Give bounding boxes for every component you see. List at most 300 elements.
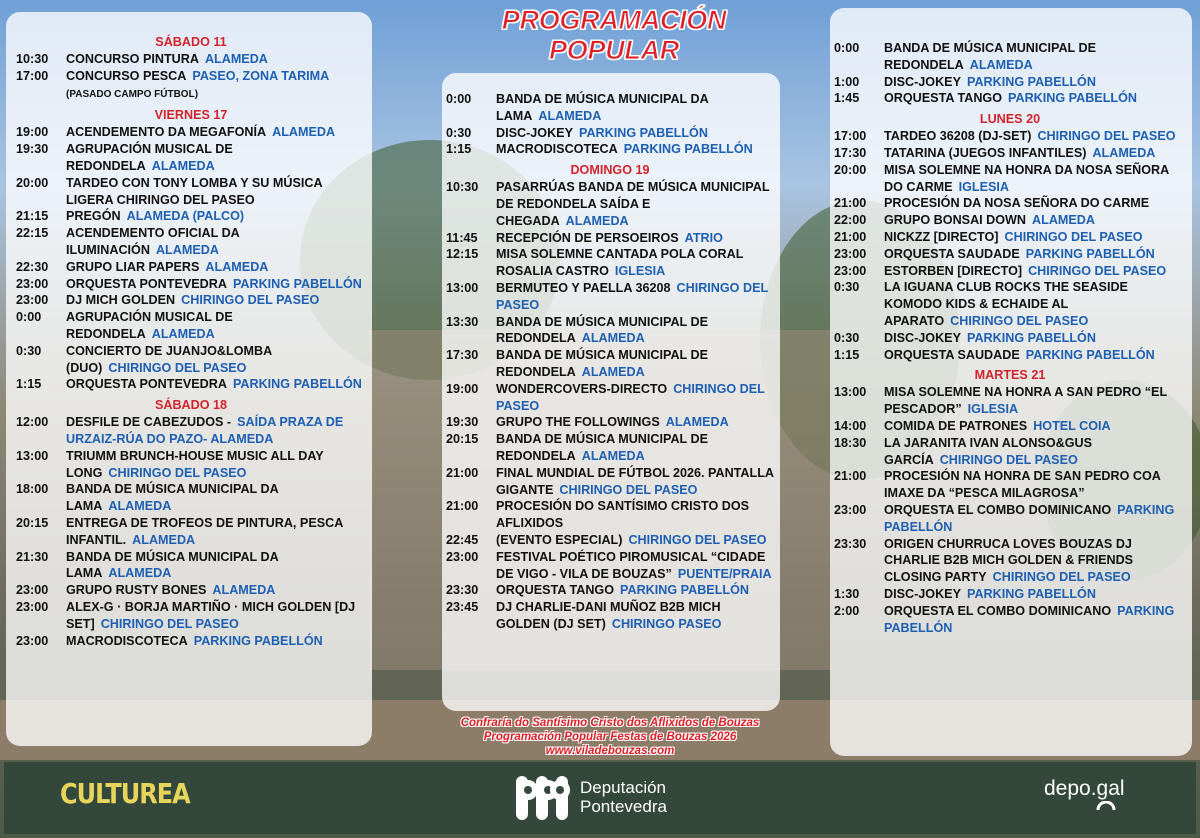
event-body <box>496 347 774 381</box>
event-title: BANDA DE MÚSICA MUNICIPAL DE REDONDELA <box>496 314 708 346</box>
event-time: 10:30 <box>16 52 49 66</box>
event-location: PARKING PABELLÓN <box>232 377 362 392</box>
event-time: 21:00 <box>446 499 479 514</box>
event-row <box>446 230 774 247</box>
event-row <box>446 381 774 415</box>
event-body <box>884 128 1186 145</box>
event-time: 13:00 <box>834 385 867 400</box>
event-body <box>496 246 774 280</box>
event-body <box>496 414 774 431</box>
event-body <box>496 381 774 415</box>
footer-bar <box>4 762 1196 834</box>
event-time: 22:15 <box>16 226 49 241</box>
event-title: ACENDEMENTO DA MEGAFONÍA <box>66 125 267 140</box>
event-row <box>16 309 366 343</box>
event-location: PARKING PABELLÓN <box>966 74 1096 89</box>
event-row <box>446 431 774 465</box>
event-body <box>884 502 1186 536</box>
event-title: ESTORBEN [DIRECTO] <box>884 263 1023 278</box>
event-note: (PASADO CAMPO FÚTBOL) <box>66 88 199 100</box>
event-location: ALAMEDA <box>565 213 629 228</box>
event-body <box>66 633 366 650</box>
event-body <box>66 515 366 549</box>
event-location: ALAMEDA <box>205 259 269 274</box>
event-body <box>66 51 366 68</box>
event-time: 22:00 <box>834 213 867 228</box>
event-row <box>446 582 774 599</box>
event-body <box>884 384 1186 418</box>
event-body <box>884 435 1186 469</box>
event-title: ORQUESTA SAUDADE <box>884 347 1020 362</box>
event-title: CONCURSO PINTURA <box>66 52 199 66</box>
day-title: VIERNES 17 <box>154 108 228 123</box>
event-title: DISC-JOKEY <box>884 330 961 345</box>
event-body <box>496 230 774 247</box>
event-location: CHIRINGO DEL PASEO <box>181 293 320 308</box>
event-time: 23:00 <box>16 633 49 648</box>
event-time: 17:30 <box>446 348 479 363</box>
event-row <box>446 179 774 229</box>
event-time: 1:30 <box>834 586 860 601</box>
credits-website: www.viladebouzas.com <box>545 745 675 757</box>
event-title: ENTREGA DE TROFEOS DE PINTURA, PESCA INFANTIL. <box>66 515 343 547</box>
event-body <box>496 582 774 599</box>
event-title: ACENDEMENTO OFICIAL DA ILUMINACIÓN <box>66 226 240 257</box>
event-row <box>834 40 1186 74</box>
event-title: DJ MICH GOLDEN <box>66 293 176 308</box>
event-time: 23:00 <box>446 549 479 564</box>
event-location: CHIRINGO DEL PASEO <box>108 360 247 375</box>
event-body <box>66 549 366 583</box>
event-location: ALAMEDA <box>151 326 215 341</box>
event-row <box>16 51 366 68</box>
event-row <box>16 259 366 276</box>
event-title: LA JARANITA IVAN ALONSO&GUS GARCÍA <box>884 435 1093 467</box>
event-time: 21:00 <box>446 465 479 480</box>
event-body <box>496 179 774 229</box>
event-row <box>834 435 1186 469</box>
event-location: CHIRINGO DEL PASEO <box>100 616 239 631</box>
deputacion-line-1: Deputación <box>580 778 667 797</box>
event-time: 21:00 <box>834 196 867 211</box>
event-body <box>884 162 1186 196</box>
event-row <box>16 85 366 104</box>
event-location: IGLESIA <box>958 179 1009 194</box>
event-time: 13:00 <box>446 280 479 295</box>
event-location: PARKING PABELLÓN <box>884 603 1175 635</box>
depogal-text: depo.gal <box>1044 777 1125 800</box>
event-time: 23:00 <box>834 502 867 517</box>
event-body <box>496 431 774 465</box>
event-location: PASEO, ZONA TARIMA <box>192 68 330 83</box>
day-title: DOMINGO 19 <box>570 163 650 178</box>
event-time: 23:00 <box>16 293 49 308</box>
title-line-1: PROGRAMACIÓN <box>501 5 727 35</box>
event-row <box>16 376 366 393</box>
event-location: ALAMEDA <box>212 583 276 598</box>
event-row <box>834 246 1186 263</box>
event-location: PARKING PABELLÓN <box>884 502 1175 534</box>
event-body <box>884 603 1186 637</box>
event-title: ORQUESTA PONTEVEDRA <box>66 276 227 291</box>
event-row <box>834 263 1186 280</box>
event-title: BANDA DE MÚSICA MUNICIPAL DE REDONDELA <box>884 41 1096 72</box>
event-location: PARKING PABELLÓN <box>1025 347 1155 362</box>
event-body <box>66 124 366 141</box>
event-body <box>884 212 1186 229</box>
event-row <box>16 481 366 515</box>
event-location: ALAMEDA <box>108 566 172 581</box>
event-title: CONCIERTO DE JUANJO&LOMBA (DUO) <box>66 343 272 375</box>
event-location: ALAMEDA <box>1092 145 1156 160</box>
event-time: 20:15 <box>446 432 479 447</box>
event-location: ALAMEDA <box>581 364 645 379</box>
event-location: PUENTE/PRAIA <box>677 566 772 581</box>
event-row <box>834 502 1186 536</box>
event-body <box>66 292 366 309</box>
event-row <box>16 276 366 293</box>
event-location: PARKING PABELLÓN <box>193 633 323 648</box>
event-row <box>834 128 1186 145</box>
event-body <box>496 465 774 499</box>
event-row <box>446 465 774 499</box>
event-title: DISC-JOKEY <box>884 74 961 89</box>
day-title: SÁBADO 11 <box>155 35 227 49</box>
event-body <box>66 309 366 343</box>
event-body <box>496 91 774 125</box>
event-body <box>884 468 1186 502</box>
event-time: 12:15 <box>446 247 479 262</box>
event-title: ORQUESTA SAUDADE <box>884 246 1020 261</box>
event-title: MISA SOLEMNE NA HONRA A SAN PEDRO “EL PESCADOR” <box>884 385 1167 417</box>
event-location: ALAMEDA <box>581 331 645 346</box>
event-location: CHIRINGO DEL PASEO <box>496 280 768 312</box>
event-row <box>16 549 366 583</box>
event-title: BANDA DE MÚSICA MUNICIPAL DA LAMA <box>66 549 279 581</box>
event-location: PARKING PABELLÓN <box>623 142 753 157</box>
credits-program: Programación Popular Festas de Bouzas 2026 <box>483 731 737 743</box>
event-time: 13:30 <box>446 314 479 329</box>
event-body <box>496 125 774 142</box>
event-body <box>884 586 1186 603</box>
event-body <box>884 40 1186 74</box>
event-title: BERMUTEO Y PAELLA 36208 <box>496 280 671 295</box>
event-location: ALAMEDA <box>132 532 196 547</box>
event-location: CHIRINGO DEL PASEO <box>950 313 1089 328</box>
event-time: 21:15 <box>16 209 49 224</box>
event-body <box>66 225 366 259</box>
event-location: ALAMEDA <box>969 57 1033 72</box>
event-time: 19:00 <box>16 125 49 140</box>
event-title: PROCESIÓN DA NOSA SEÑORA DO CARME <box>884 196 1150 211</box>
event-title: BANDA DE MÚSICA MUNICIPAL DE REDONDELA <box>496 348 708 379</box>
event-location: CHIRINGO DEL PASEO <box>559 482 698 497</box>
event-time: 0:30 <box>16 343 42 358</box>
event-row <box>446 125 774 142</box>
event-title: MACRODISCOTECA <box>66 633 188 648</box>
event-time: 23:30 <box>834 536 867 551</box>
event-location: PARKING PABELLÓN <box>232 276 362 291</box>
event-title: COMIDA DE PATRONES <box>884 418 1028 433</box>
event-location: CHIRINGO DEL PASEO <box>1004 229 1143 244</box>
event-time: 12:00 <box>16 415 49 430</box>
event-time: 18:00 <box>16 482 49 497</box>
event-time: 19:30 <box>446 415 479 430</box>
event-location: PARKING PABELLÓN <box>1025 246 1155 261</box>
event-location: ALAMEDA <box>151 158 215 173</box>
event-row <box>446 414 774 431</box>
event-time: 0:30 <box>446 125 472 140</box>
event-time: 1:45 <box>834 91 860 106</box>
event-time: 13:00 <box>16 448 49 463</box>
event-row <box>16 68 366 85</box>
event-body <box>66 599 366 633</box>
day-title: LUNES 20 <box>979 112 1041 127</box>
event-row <box>16 124 366 141</box>
event-location: PARKING PABELLÓN <box>578 125 708 140</box>
event-time: 1:15 <box>446 142 472 157</box>
event-body <box>884 263 1186 280</box>
event-title: GRUPO THE FOLLOWINGS <box>496 415 660 430</box>
title-line-2: POPULAR <box>549 35 679 65</box>
event-time: 17:00 <box>834 129 867 144</box>
event-body <box>496 141 774 158</box>
event-title: PROCESIÓN DO SANTÍSIMO CRISTO DOS AFLIXIDOS <box>496 499 750 531</box>
event-location: SAÍDA PRAZA DE URZAIZ-RÚA DO PAZO- ALAMEDA <box>66 415 344 446</box>
deputacion-line-2: Pontevedra <box>580 797 667 816</box>
event-location: CHIRINGO DEL PASEO <box>939 452 1078 467</box>
event-title: LA IGUANA CLUB ROCKS THE SEASIDE KOMODO KIDS & ECHAIDE AL APARATO <box>884 280 1128 328</box>
event-row <box>834 330 1186 347</box>
event-title: RECEPCIÓN DE PERSOEIROS <box>496 230 679 245</box>
event-body <box>66 481 366 515</box>
event-row <box>446 549 774 583</box>
event-time: 21:00 <box>834 229 867 244</box>
event-time: 14:00 <box>834 418 867 433</box>
event-location: ALAMEDA <box>1032 213 1095 228</box>
event-body <box>884 195 1186 212</box>
event-location: ALAMEDA <box>538 108 602 123</box>
wifi-arc-icon <box>1096 801 1116 811</box>
event-body <box>496 314 774 348</box>
event-row <box>834 145 1186 162</box>
event-location: ALAMEDA <box>108 499 172 514</box>
event-title: GRUPO BONSAI DOWN <box>884 213 1027 228</box>
event-location: ALAMEDA <box>155 242 219 257</box>
event-title: GRUPO LIAR PAPERS <box>66 259 200 274</box>
event-location: PARKING PABELLÓN <box>966 586 1096 601</box>
page-title <box>474 5 754 65</box>
event-row <box>446 141 774 158</box>
event-body <box>884 229 1186 246</box>
event-location: IGLESIA <box>967 402 1019 417</box>
event-time: 23:00 <box>834 263 867 278</box>
event-time: 22:45 <box>446 532 479 547</box>
event-title: ORQUESTA TANGO <box>884 91 1003 106</box>
event-time: 0:00 <box>16 310 42 325</box>
event-location: CHIRINGO DEL PASEO <box>496 381 765 413</box>
event-title: ORQUESTA EL COMBO DOMINICANO <box>884 502 1112 517</box>
event-body <box>884 330 1186 347</box>
event-body <box>66 414 366 448</box>
event-body <box>66 376 366 393</box>
event-time: 1:00 <box>834 74 860 89</box>
event-body <box>884 246 1186 263</box>
event-row <box>16 582 366 599</box>
event-title: CONCURSO PESCA <box>66 68 187 83</box>
event-title: WONDERCOVERS-DIRECTO <box>496 381 668 396</box>
event-location: CHIRINGO PASEO <box>611 616 722 631</box>
event-title: MISA SOLEMNE NA HONRA DA NOSA SEÑORA DO CARME <box>884 162 1169 194</box>
culturea-logo: CULTUREA <box>60 777 190 811</box>
event-location: CHIRINGO DEL PASEO <box>992 570 1131 585</box>
event-row <box>16 515 366 549</box>
event-location: CHIRINGO DEL PASEO <box>628 532 767 547</box>
event-title: MACRODISCOTECA <box>496 142 618 157</box>
event-body <box>496 498 774 532</box>
event-body <box>66 343 366 377</box>
event-location: CHIRINGO DEL PASEO <box>1028 263 1167 278</box>
event-body <box>66 259 366 276</box>
event-title: DISC-JOKEY <box>496 125 573 140</box>
event-row <box>834 347 1186 364</box>
event-body <box>66 68 366 85</box>
event-location: ALAMEDA <box>665 415 729 430</box>
event-time: 18:30 <box>834 435 867 450</box>
event-location: PARKING PABELLÓN <box>1008 91 1137 106</box>
depogal-logo <box>1044 777 1125 801</box>
event-title: BANDA DE MÚSICA MUNICIPAL DA LAMA <box>496 92 709 123</box>
event-body <box>66 175 366 209</box>
event-body <box>496 532 774 549</box>
event-title: MISA SOLEMNE CANTADA POLA CORAL ROSALIA CASTRO <box>496 247 744 279</box>
event-row <box>446 246 774 280</box>
event-time: 20:00 <box>16 175 49 190</box>
credits-organizer: Confraría do Santísimo Cristo dos Aflixidos de Bouzas <box>460 717 760 729</box>
event-title: NICKZZ [DIRECTO] <box>884 229 999 244</box>
event-row <box>834 90 1186 107</box>
event-title: BANDA DE MÚSICA MUNICIPAL DA LAMA <box>66 482 279 514</box>
event-body <box>884 145 1186 162</box>
event-title: DJ CHARLIE-DANI MUÑOZ B2B MICH GOLDEN (DJ SET) <box>496 600 721 631</box>
event-time <box>16 85 66 104</box>
event-row <box>834 162 1186 196</box>
day-title: MARTES 21 <box>974 368 1046 383</box>
event-time: 21:00 <box>834 469 867 484</box>
day-title: SÁBADO 18 <box>154 398 228 413</box>
deputacion-logo <box>514 772 714 824</box>
event-time: 23:45 <box>446 600 479 615</box>
schedule-panel-right <box>830 8 1192 756</box>
event-title: ORQUESTA PONTEVEDRA <box>66 377 227 392</box>
event-time: 19:30 <box>16 142 49 157</box>
event-location: ALAMEDA <box>204 52 268 66</box>
event-row <box>16 225 366 259</box>
event-body <box>884 74 1186 91</box>
event-row <box>834 586 1186 603</box>
event-row <box>16 208 366 225</box>
event-body <box>496 280 774 314</box>
event-row <box>834 468 1186 502</box>
event-title: TARDEO CON TONY LOMBA Y SU MÚSICA LIGERA CHIRINGO DEL PASEO <box>66 175 323 207</box>
event-row <box>446 532 774 549</box>
event-row <box>834 384 1186 418</box>
event-time: 22:30 <box>16 259 49 274</box>
event-body <box>66 276 366 293</box>
event-row <box>834 74 1186 91</box>
event-row <box>446 599 774 633</box>
event-row <box>446 280 774 314</box>
event-time: 10:30 <box>446 180 479 195</box>
event-time: 23:00 <box>16 599 49 614</box>
event-time: 11:45 <box>446 230 478 245</box>
event-time: 0:00 <box>446 92 472 106</box>
event-body <box>496 549 774 583</box>
event-body <box>884 418 1186 435</box>
schedule-panel-middle <box>442 73 780 711</box>
event-row <box>16 448 366 482</box>
event-row <box>446 347 774 381</box>
event-location: HOTEL COIA <box>1033 418 1111 433</box>
event-row <box>446 314 774 348</box>
event-row <box>834 212 1186 229</box>
event-time: 23:30 <box>446 583 479 598</box>
event-location: ALAMEDA <box>581 448 645 463</box>
event-row <box>446 498 774 532</box>
event-title: ORQUESTA EL COMBO DOMINICANO <box>884 603 1112 618</box>
event-location: PARKING PABELLÓN <box>966 330 1096 345</box>
event-body <box>66 448 366 482</box>
event-time: 1:15 <box>834 347 860 362</box>
event-time: 17:00 <box>16 68 49 83</box>
event-row <box>16 599 366 633</box>
event-title: GRUPO RUSTY BONES <box>66 583 207 598</box>
event-time: 2:00 <box>834 603 860 618</box>
event-time: 17:30 <box>834 145 867 160</box>
event-body <box>66 141 366 175</box>
event-row <box>16 175 366 209</box>
event-location: ATRIO <box>684 230 723 245</box>
event-title: PASARRÚAS BANDA DE MÚSICA MUNICIPAL DE REDONDELA SAÍDA E CHEGADA <box>496 180 770 228</box>
event-location: PARKING PABELLÓN <box>620 583 749 598</box>
event-title: FINAL MUNDIAL DE FÚTBOL 2026. PANTALLA GIGANTE <box>496 465 774 497</box>
event-time: 20:00 <box>834 162 867 177</box>
event-time: 23:00 <box>16 276 49 291</box>
event-body <box>66 85 366 104</box>
event-location: CHIRINGO DEL PASEO <box>108 465 247 480</box>
event-location: IGLESIA <box>614 264 666 279</box>
event-row <box>16 343 366 377</box>
event-time: 21:30 <box>16 549 49 564</box>
event-row <box>834 195 1186 212</box>
event-time: 20:15 <box>16 515 49 530</box>
event-title: PROCESIÓN NA HONRA DE SAN PEDRO COA IMAXE DA “PESCA MILAGROSA” <box>884 469 1161 501</box>
event-body <box>884 90 1186 107</box>
event-title: DESFILE DE CABEZUDOS - <box>66 415 232 430</box>
deputacion-mark-icon <box>514 772 572 824</box>
event-body <box>884 279 1186 329</box>
event-row <box>16 633 366 650</box>
event-title: TRIUMM BRUNCH-HOUSE MUSIC ALL DAY LONG <box>66 448 324 480</box>
event-title: ORQUESTA TANGO <box>496 583 615 598</box>
event-body <box>66 582 366 599</box>
event-row <box>834 603 1186 637</box>
event-title: ALEX-G · BORJA MARTIÑO · MICH GOLDEN [DJ SET] <box>66 599 356 631</box>
event-row <box>834 229 1186 246</box>
event-title: BANDA DE MÚSICA MUNICIPAL DE REDONDELA <box>496 432 708 463</box>
event-row <box>834 279 1186 329</box>
event-row <box>446 91 774 125</box>
